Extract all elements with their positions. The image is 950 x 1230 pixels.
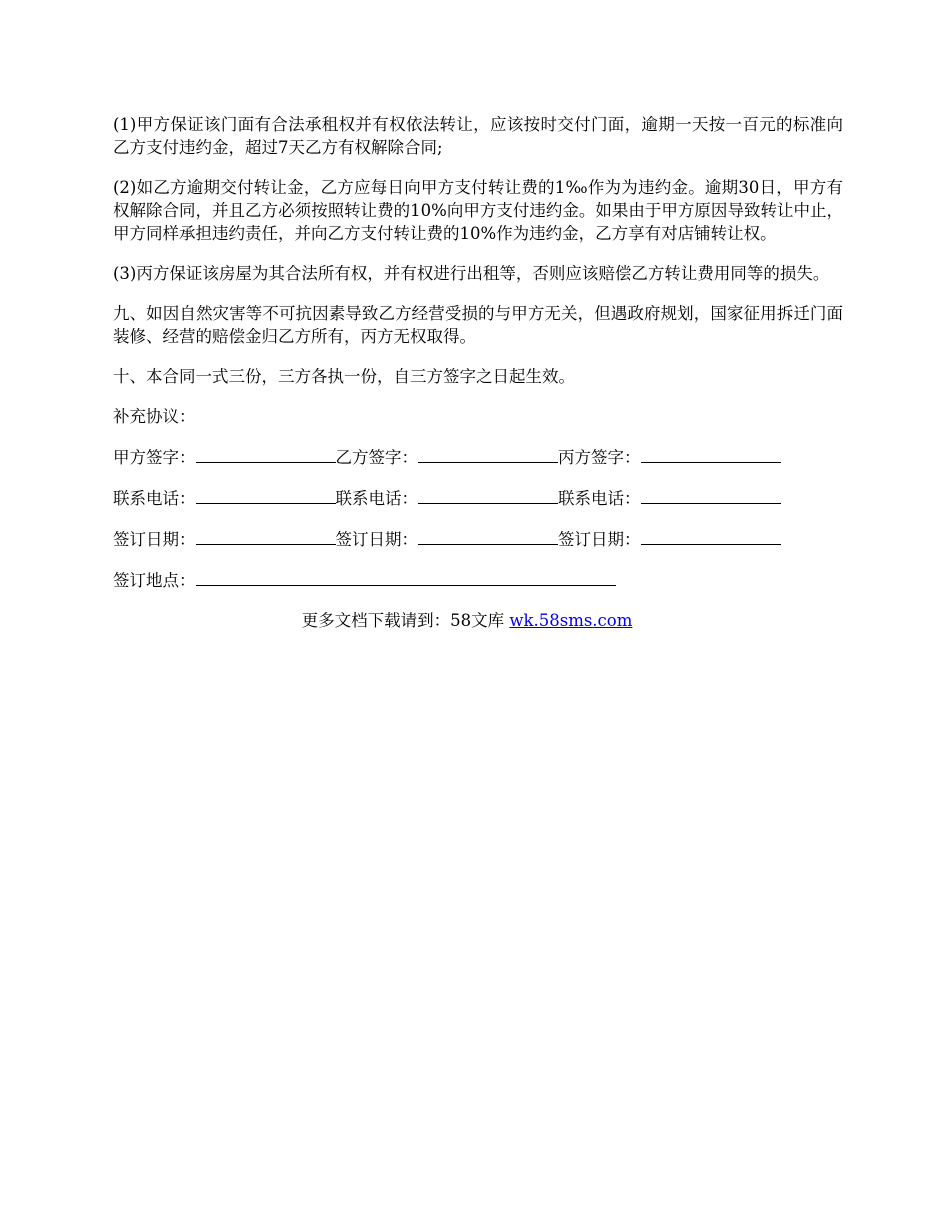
signing-place-label: 签订地点： [113, 571, 196, 590]
download-footer [102, 609, 832, 632]
party-b-date-blank [418, 527, 558, 545]
party-a-phone-blank [196, 486, 336, 504]
party-b-date [336, 527, 559, 551]
signing-place [113, 568, 616, 592]
party-c-signature-blank [641, 445, 781, 463]
party-b-phone [336, 486, 559, 510]
party-a-signature [113, 445, 336, 469]
supplementary-agreement-label: 补充协议： [113, 407, 196, 426]
clause-1: (1)甲方保证该门面有合法承租权并有权依法转让，应该按时交付门面，逾期一天按一百元的标准向乙方支付违约金，超过7天乙方有权解除合同; [113, 115, 843, 157]
party-a-signature-label: 甲方签字： [113, 448, 196, 467]
party-b-phone-blank [418, 486, 558, 504]
phone-row [113, 486, 843, 509]
party-c-date [558, 527, 781, 551]
party-c-phone-blank [641, 486, 781, 504]
party-b-phone-label: 联系电话： [335, 489, 418, 508]
clause-3: (3)丙方保证该房屋为其合法所有权，并有权进行出租等，否则应该赔偿乙方转让费用同等的损失。 [113, 264, 830, 283]
clause-2: (2)如乙方逾期交付转让金，乙方应每日向甲方支付转让费的1‰作为为违约金。逾期30日，甲方有权解除合同，并且乙方必须按照转让费的10%向甲方支付违约金。如果由于甲方原因导致转让中止，甲方同样承担违约责任，并向乙方支付转让费的10%作为违约金，乙方享有对店铺转让权。 [113, 178, 843, 243]
party-b-date-label: 签订日期： [335, 530, 418, 549]
party-c-phone [558, 486, 781, 510]
party-a-date-blank [196, 527, 336, 545]
party-c-date-blank [641, 527, 781, 545]
footer-text: 更多文档下载请到：58文库 [301, 611, 510, 630]
party-a-date-label: 签订日期： [113, 530, 196, 549]
footer-link[interactable]: wk.58sms.com [509, 611, 633, 630]
signing-place-blank [196, 568, 616, 586]
party-c-signature [558, 445, 781, 469]
party-a-date [113, 527, 336, 551]
place-row [113, 568, 843, 591]
party-b-signature [336, 445, 559, 469]
clause-ten: 十、本合同一式三份，三方各执一份，自三方签字之日起生效。 [113, 367, 575, 386]
clause-nine: 九、如因自然灾害等不可抗因素导致乙方经营受损的与甲方无关，但遇政府规划，国家征用拆迁门面装修、经营的赔偿金归乙方所有，丙方无权取得。 [113, 304, 843, 346]
party-a-signature-blank [196, 445, 336, 463]
party-a-phone-label: 联系电话： [113, 489, 196, 508]
party-c-signature-label: 丙方签字： [558, 448, 641, 467]
date-row [113, 527, 843, 550]
signature-row [113, 445, 843, 468]
party-b-signature-label: 乙方签字： [335, 448, 418, 467]
document-page [113, 113, 843, 632]
party-c-date-label: 签订日期： [558, 530, 641, 549]
party-a-phone [113, 486, 336, 510]
party-b-signature-blank [418, 445, 558, 463]
party-c-phone-label: 联系电话： [558, 489, 641, 508]
